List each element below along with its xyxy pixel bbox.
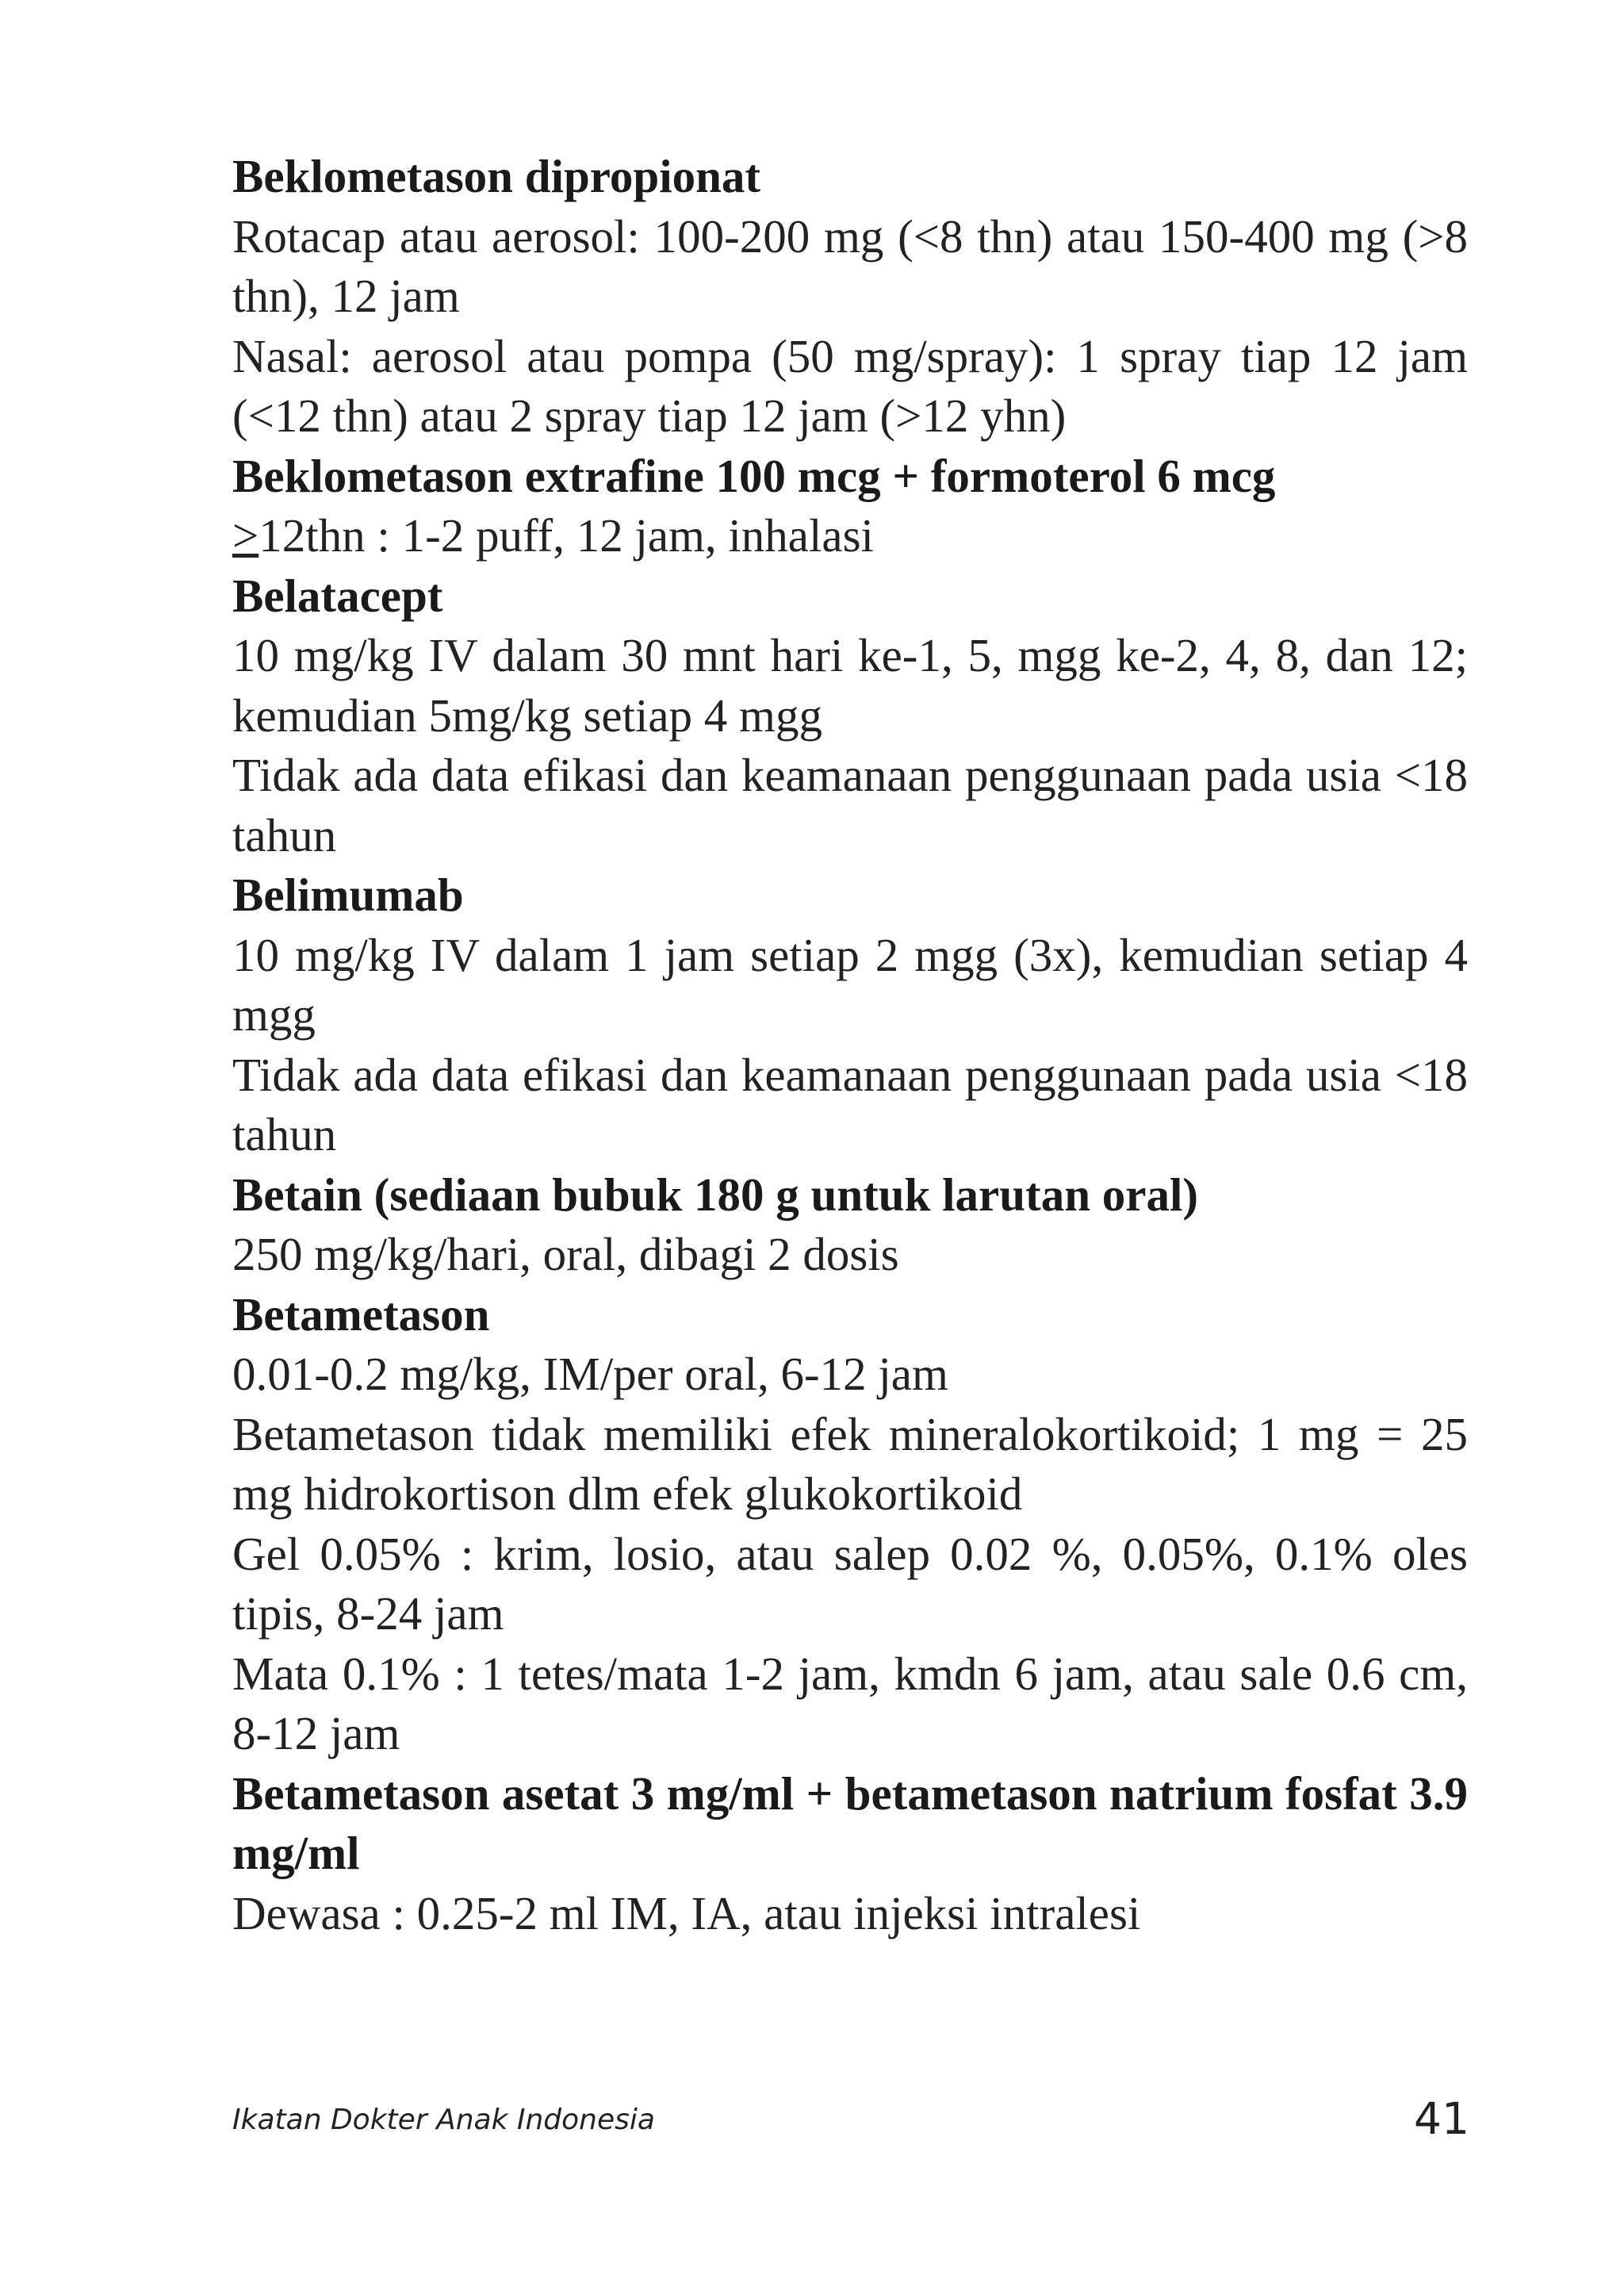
- dosage-text: 10 mg/kg IV dalam 30 mnt hari ke-1, 5, mgg ke-2, 4, 8, dan 12; kemudian 5mg/kg setiap 4 mgg: [232, 629, 1468, 742]
- drug-heading-beklometason-extrafine: Beklometason extrafine 100 mcg + formoterol 6 mcg: [232, 449, 1276, 502]
- footer-publisher: Ikatan Dokter Anak Indonesia: [232, 2104, 655, 2136]
- dosage-text: 0.01-0.2 mg/kg, IM/per oral, 6-12 jam: [232, 1348, 948, 1400]
- drug-heading-betametason: Betametason: [232, 1287, 490, 1341]
- dosage-text: 12thn : 1-2 puff, 12 jam, inhalasi: [259, 509, 874, 562]
- drug-heading-belatacept: Belatacept: [232, 569, 443, 622]
- dosage-text-line: [232, 506, 1468, 566]
- dosage-text: Nasal: aerosol atau pompa (50 mg/spray): 1 spray tiap 12 jam (<12 thn) atau 2 spray tiap 12 jam (>12 yhn): [232, 329, 1468, 442]
- dosage-text: 250 mg/kg/hari, oral, dibagi 2 dosis: [232, 1228, 899, 1280]
- dosage-text: Dewasa : 0.25-2 ml IM, IA, atau injeksi intralesi: [232, 1886, 1141, 1939]
- note-text: Betametason tidak memiliki efek mineralokortikoid; 1 mg = 25 mg hidrokortison dlm efek glukokortikoid: [232, 1407, 1468, 1520]
- drug-heading-belimumab: Belimumab: [232, 869, 464, 921]
- dosage-text: Gel 0.05% : krim, losio, atau salep 0.02 %, 0.05%, 0.1% oles tipis, 8-24 jam: [232, 1527, 1468, 1640]
- dosage-text: Rotacap atau aerosol: 100-200 mg (<8 thn) atau 150-400 mg (>8 thn), 12 jam: [232, 209, 1468, 322]
- drug-heading-betametason-asetat: Betametason asetat 3 mg/ml + betametason natrium fosfat 3.9 mg/ml: [232, 1766, 1468, 1879]
- dosage-text: 10 mg/kg IV dalam 1 jam setiap 2 mgg (3x), kemudian setiap 4 mgg: [232, 928, 1468, 1041]
- note-text: Tidak ada data efikasi dan keamanaan penggunaan pada usia <18 tahun: [232, 1048, 1468, 1160]
- dosage-text: Mata 0.1% : 1 tetes/mata 1-2 jam, kmdn 6 jam, atau sale 0.6 cm, 8-12 jam: [232, 1647, 1468, 1759]
- drug-heading-beklometason-dipropionat: Beklometason dipropionat: [232, 150, 761, 202]
- page-number: 41: [1414, 2093, 1469, 2144]
- page-content: [232, 147, 1468, 1943]
- note-text: Tidak ada data efikasi dan keamanaan penggunaan pada usia <18 tahun: [232, 749, 1468, 861]
- drug-heading-betain: Betain (sediaan bubuk 180 g untuk larutan oral): [232, 1168, 1198, 1221]
- greater-equal-symbol: >: [232, 509, 259, 562]
